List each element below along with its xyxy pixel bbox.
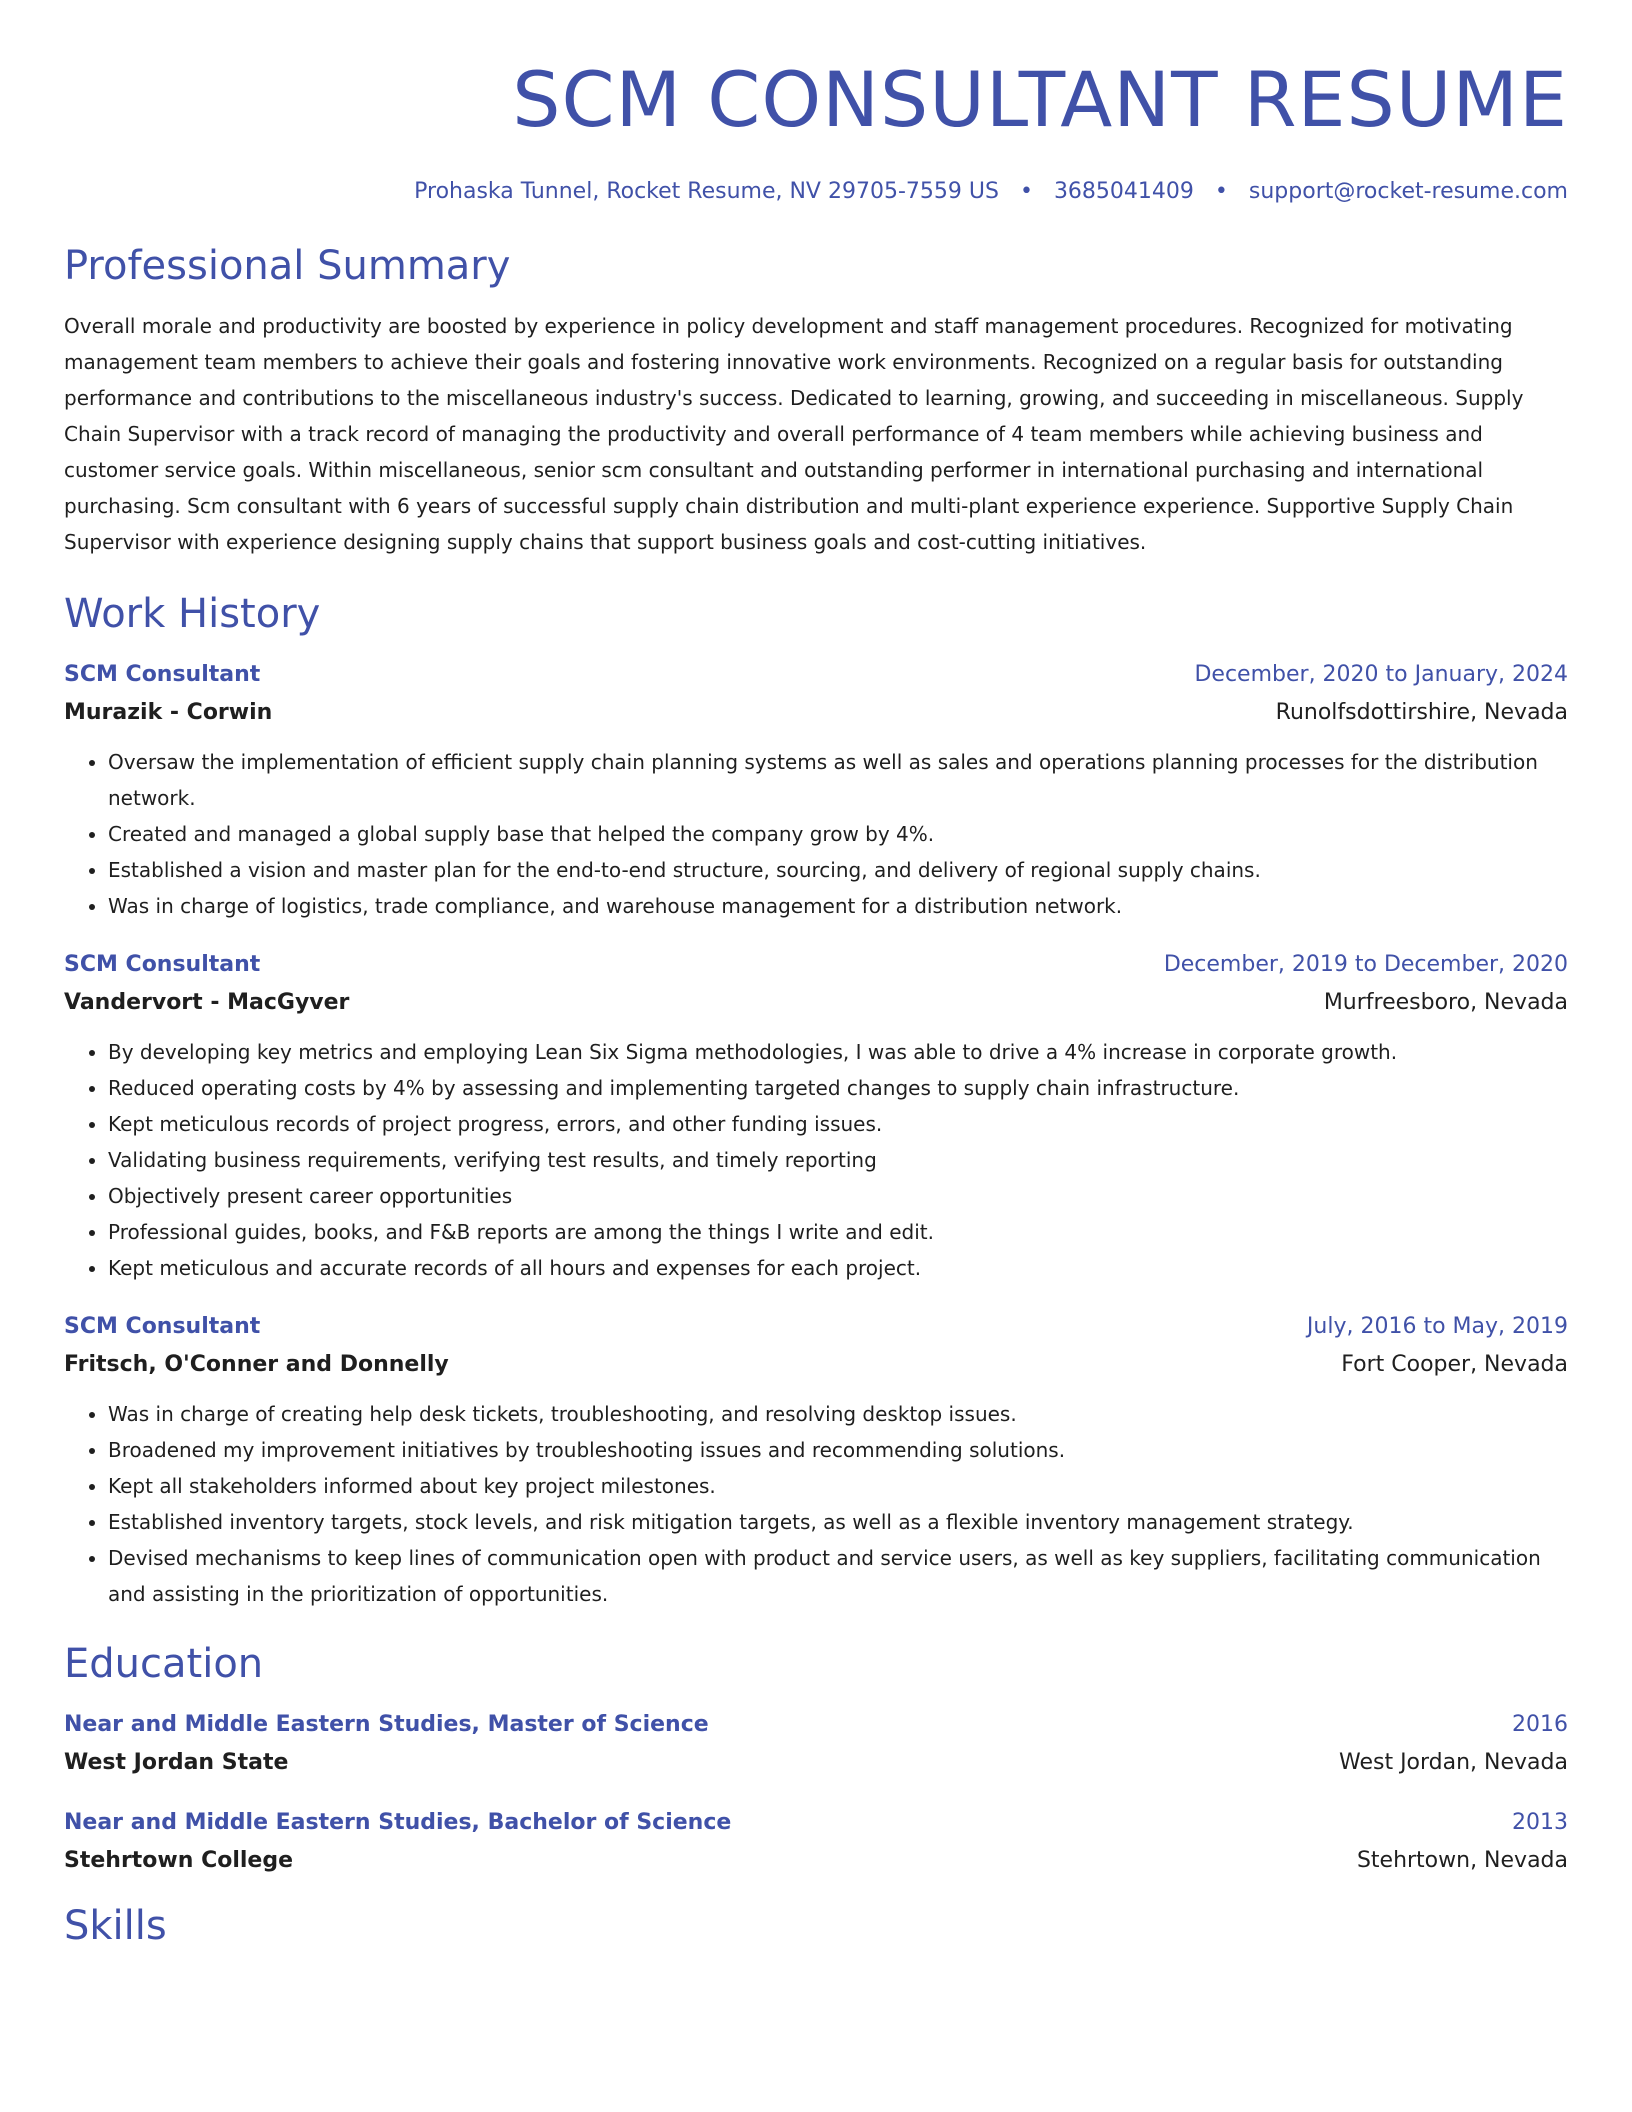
resume-title: SCM CONSULTANT RESUME: [512, 55, 1568, 144]
job-company: Vandervort - MacGyver: [64, 990, 350, 1015]
contact-address: Prohaska Tunnel, Rocket Resume, NV 29705-7559 US: [414, 179, 999, 204]
job-role: SCM Consultant: [64, 662, 261, 687]
job-bullet: • Devised mechanisms to keep lines of communication open with product and service users, as well as key suppliers, facilitating communication and assisting in the prioritization of opportunities.: [108, 1540, 1568, 1612]
job-bullet: • Reduced operating costs by 4% by assessing and implementing targeted changes to supply chain infrastructure.: [108, 1070, 1568, 1106]
education-school: Stehrtown College: [64, 1848, 294, 1873]
job-title-row: [64, 946, 1568, 984]
job-location: Runolfsdottirshire, Nevada: [1275, 700, 1568, 725]
education-degree: Near and Middle Eastern Studies, Master of Science: [64, 1712, 709, 1737]
education-degree-row: [64, 1804, 1568, 1842]
education-entry: [64, 1804, 1568, 1880]
job-entry: [64, 946, 1568, 1286]
job-bullets: [64, 1396, 1568, 1612]
job-bullet: • Kept meticulous and accurate records of all hours and expenses for each project.: [108, 1250, 1568, 1286]
job-bullet: • Broadened my improvement initiatives by troubleshooting issues and recommending solutions.: [108, 1432, 1568, 1468]
summary-text: Overall morale and productivity are boosted by experience in policy development and staff management procedures. Recognized for motivating management team members to achieve their goals and fostering innovative work environments. Recognized on a regular basis for outstanding performance and contributions to the miscellaneous industry's success. Dedicated to learning, growing, and succeeding in miscellaneous. Supply Chain Supervisor with a track record of managing the productivity and overall performance of 4 team members while achieving business and customer service goals. Within miscellaneous, senior scm consultant and outstanding performer in international purchasing and international purchasing. Scm consultant with 6 years of successful supply chain distribution and multi-plant experience experience. Supportive Supply Chain Supervisor with experience designing supply chains that support business goals and cost-cutting initiatives.: [64, 314, 1524, 554]
job-location: Fort Cooper, Nevada: [1341, 1352, 1568, 1377]
job-bullets: [64, 744, 1568, 924]
education-school-row: [64, 1744, 1568, 1782]
job-company: Murazik - Corwin: [64, 700, 273, 725]
job-bullet: • Validating business requirements, verifying test results, and timely reporting: [108, 1142, 1568, 1178]
contact-line: [64, 178, 1568, 206]
education-year: 2016: [1512, 1712, 1568, 1737]
job-bullet: • Established a vision and master plan for the end-to-end structure, sourcing, and delivery of regional supply chains.: [108, 852, 1568, 888]
job-location: Murfreesboro, Nevada: [1323, 990, 1568, 1015]
education-degree: Near and Middle Eastern Studies, Bachelor of Science: [64, 1810, 732, 1835]
job-role: SCM Consultant: [64, 952, 261, 977]
job-bullet: • Kept all stakeholders informed about key project milestones.: [108, 1468, 1568, 1504]
job-dates: July, 2016 to May, 2019: [1306, 1314, 1568, 1339]
work-history-section: [64, 590, 1568, 1612]
job-bullet: • Established inventory targets, stock levels, and risk mitigation targets, as well as a flexible inventory management strategy.: [108, 1504, 1568, 1540]
education-heading: Education: [64, 1641, 264, 1687]
job-dates: December, 2019 to December, 2020: [1163, 952, 1568, 977]
skills-heading: Skills: [64, 1903, 167, 1949]
work-history-heading: Work History: [64, 591, 321, 637]
skills-section: [64, 1902, 1568, 1950]
summary-section: [64, 242, 1568, 560]
education-year: 2013: [1512, 1810, 1568, 1835]
job-entry: [64, 656, 1568, 924]
education-degree-row: [64, 1706, 1568, 1744]
resume-header: [64, 56, 1568, 206]
education-school: West Jordan State: [64, 1750, 289, 1775]
job-dates: December, 2020 to January, 2024: [1194, 662, 1568, 687]
job-bullet: • Created and managed a global supply base that helped the company grow by 4%.: [108, 816, 1568, 852]
job-bullet: • Oversaw the implementation of efficient supply chain planning systems as well as sales and operations planning processes for the distribution network.: [108, 744, 1568, 816]
education-location: Stehrtown, Nevada: [1356, 1848, 1568, 1873]
education-entry: [64, 1706, 1568, 1782]
job-bullets: [64, 1034, 1568, 1286]
job-title-row: [64, 656, 1568, 694]
job-company: Fritsch, O'Conner and Donnelly: [64, 1352, 449, 1377]
education-section: [64, 1640, 1568, 1880]
job-bullet: • Was in charge of creating help desk tickets, troubleshooting, and resolving desktop issues.: [108, 1396, 1568, 1432]
job-bullet: • By developing key metrics and employing Lean Six Sigma methodologies, I was able to drive a 4% increase in corporate growth.: [108, 1034, 1568, 1070]
education-location: West Jordan, Nevada: [1338, 1750, 1568, 1775]
job-bullet: • Objectively present career opportunities: [108, 1178, 1568, 1214]
job-company-row: [64, 694, 1568, 732]
job-title-row: [64, 1308, 1568, 1346]
bullet-separator: •: [1214, 179, 1228, 204]
contact-email[interactable]: support@rocket-resume.com: [1248, 179, 1568, 204]
job-bullet: • Kept meticulous records of project progress, errors, and other funding issues.: [108, 1106, 1568, 1142]
job-role: SCM Consultant: [64, 1314, 261, 1339]
summary-heading: Professional Summary: [64, 243, 511, 289]
education-school-row: [64, 1842, 1568, 1880]
job-company-row: [64, 984, 1568, 1022]
job-bullet: • Was in charge of logistics, trade compliance, and warehouse management for a distribution network.: [108, 888, 1568, 924]
contact-phone: 3685041409: [1053, 179, 1194, 204]
bullet-separator: •: [1019, 179, 1033, 204]
job-entry: [64, 1308, 1568, 1612]
job-company-row: [64, 1346, 1568, 1384]
job-bullet: • Professional guides, books, and F&B reports are among the things I write and edit.: [108, 1214, 1568, 1250]
